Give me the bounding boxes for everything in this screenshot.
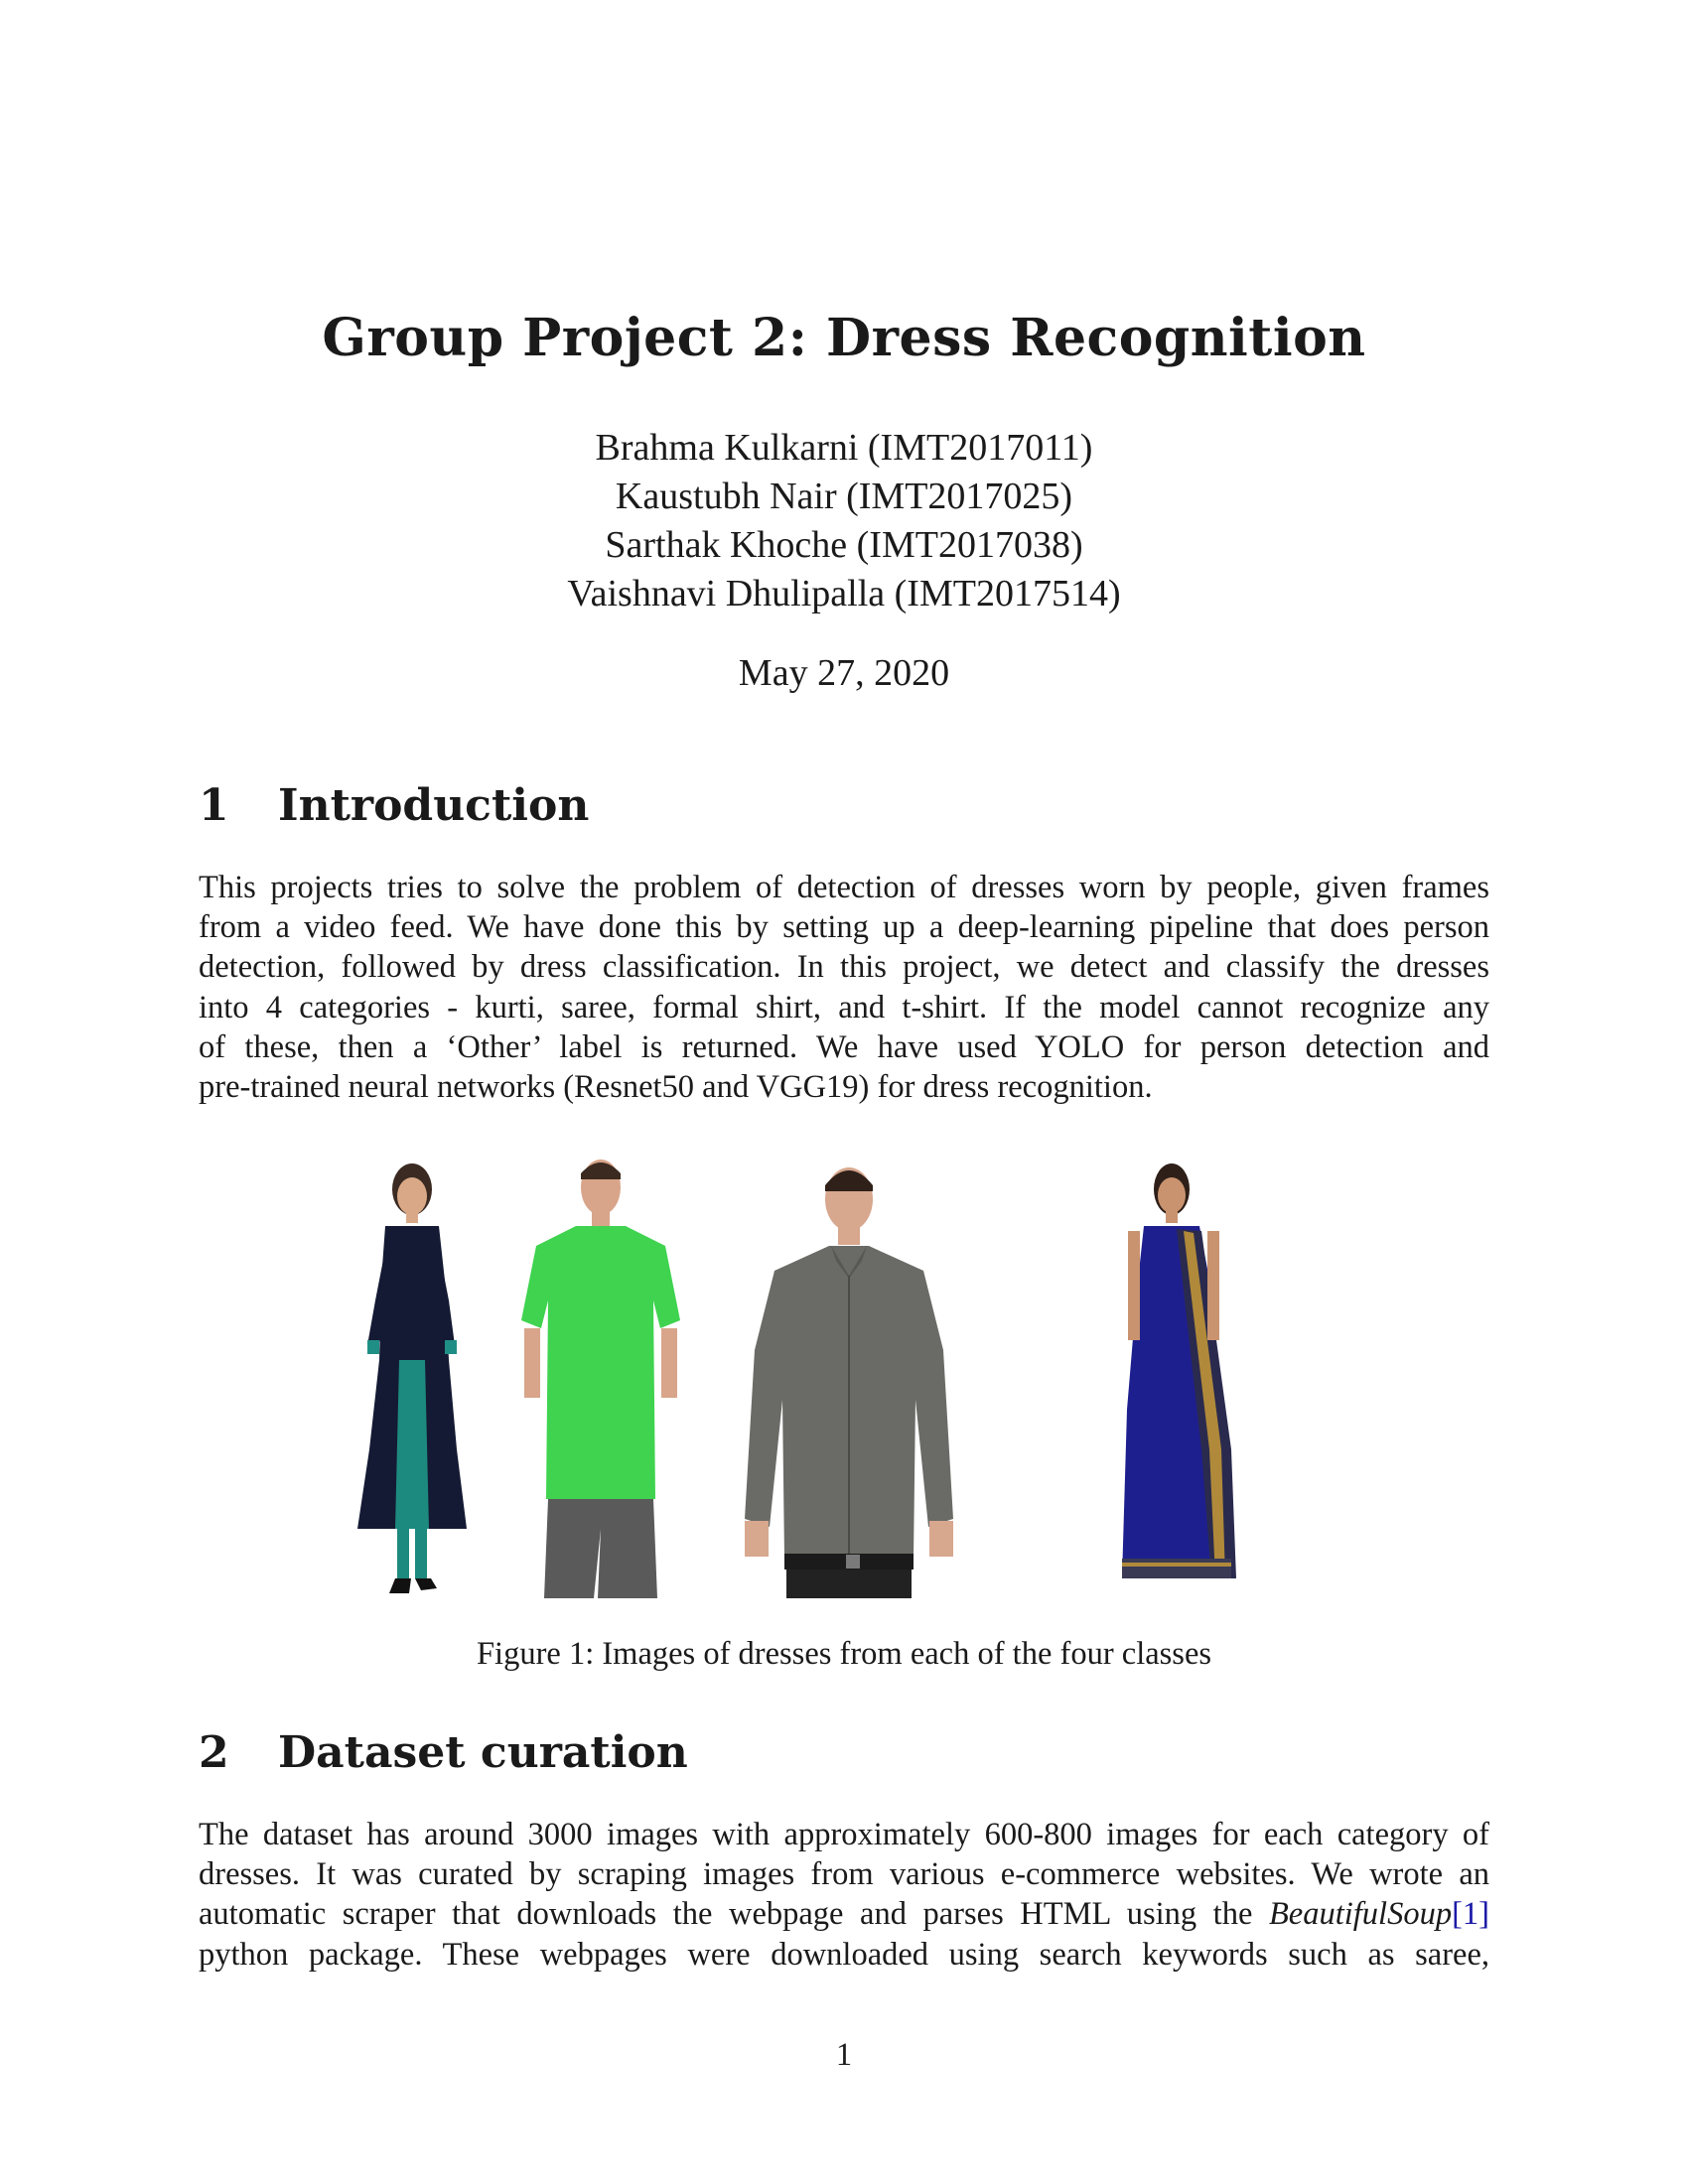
paper-title: Group Project 2: Dress Recognition [322, 308, 1366, 368]
dataset-paragraph [199, 1815, 1489, 1975]
author: Brahma Kulkarni (IMT2017011) [595, 427, 1093, 469]
paper-date: May 27, 2020 [738, 652, 950, 694]
text-line: The dataset has around 3000 images with approximately 600-800 images for each category of [199, 1817, 1489, 1852]
author-list [0, 424, 1688, 618]
section-title: Dataset curation [278, 1727, 688, 1778]
figure-dress-classes [338, 1152, 1350, 1598]
text-line [199, 1894, 1489, 1934]
figure-caption: Figure 1: Images of dresses from each of the four classes [476, 1636, 1212, 1672]
text-line: dresses. It was curated by scraping images from various e-commerce websites. We wrote an [199, 1856, 1489, 1893]
text-line: python package. These webpages were downloaded using search keywords such as saree, [199, 1936, 1489, 1973]
text-line: pre-trained neural networks (Resnet50 and VGG19) for dress recognition. [199, 1069, 1153, 1106]
saree-image [1122, 1163, 1236, 1578]
page-number: 1 [835, 2037, 853, 2073]
formal-shirt-image [745, 1167, 953, 1598]
kurti-image [357, 1163, 467, 1593]
introduction-paragraph [199, 868, 1489, 1107]
section-title: Introduction [278, 780, 590, 831]
author: Vaishnavi Dhulipalla (IMT2017514) [567, 573, 1121, 614]
text-line: detection, followed by dress classification. In this project, we detect and classify the dresses [199, 949, 1489, 986]
section-heading-dataset-curation [199, 1727, 688, 1778]
section-number: 2 [199, 1727, 229, 1778]
text-line: This projects tries to solve the problem of detection of dresses worn by people, given frames [199, 870, 1489, 905]
tshirt-image [521, 1160, 680, 1598]
text-line: from a video feed. We have done this by setting up a deep-learning pipeline that does person [199, 909, 1489, 946]
author: Sarthak Khoche (IMT2017038) [605, 524, 1083, 566]
citation-link[interactable]: [1] [1452, 1896, 1489, 1933]
package-name: BeautifulSoup [1268, 1896, 1453, 1933]
text-line: into 4 categories - kurti, saree, formal shirt, and t-shirt. If the model cannot recognize any [199, 989, 1489, 1025]
author: Kaustubh Nair (IMT2017025) [615, 476, 1073, 517]
text-line: of these, then a ‘Other’ label is returned. We have used YOLO for person detection and [199, 1028, 1489, 1065]
section-heading-introduction [199, 780, 589, 831]
section-number: 1 [199, 780, 229, 831]
text-segment: automatic scraper that downloads the webpage and parses HTML using the [199, 1896, 1269, 1933]
